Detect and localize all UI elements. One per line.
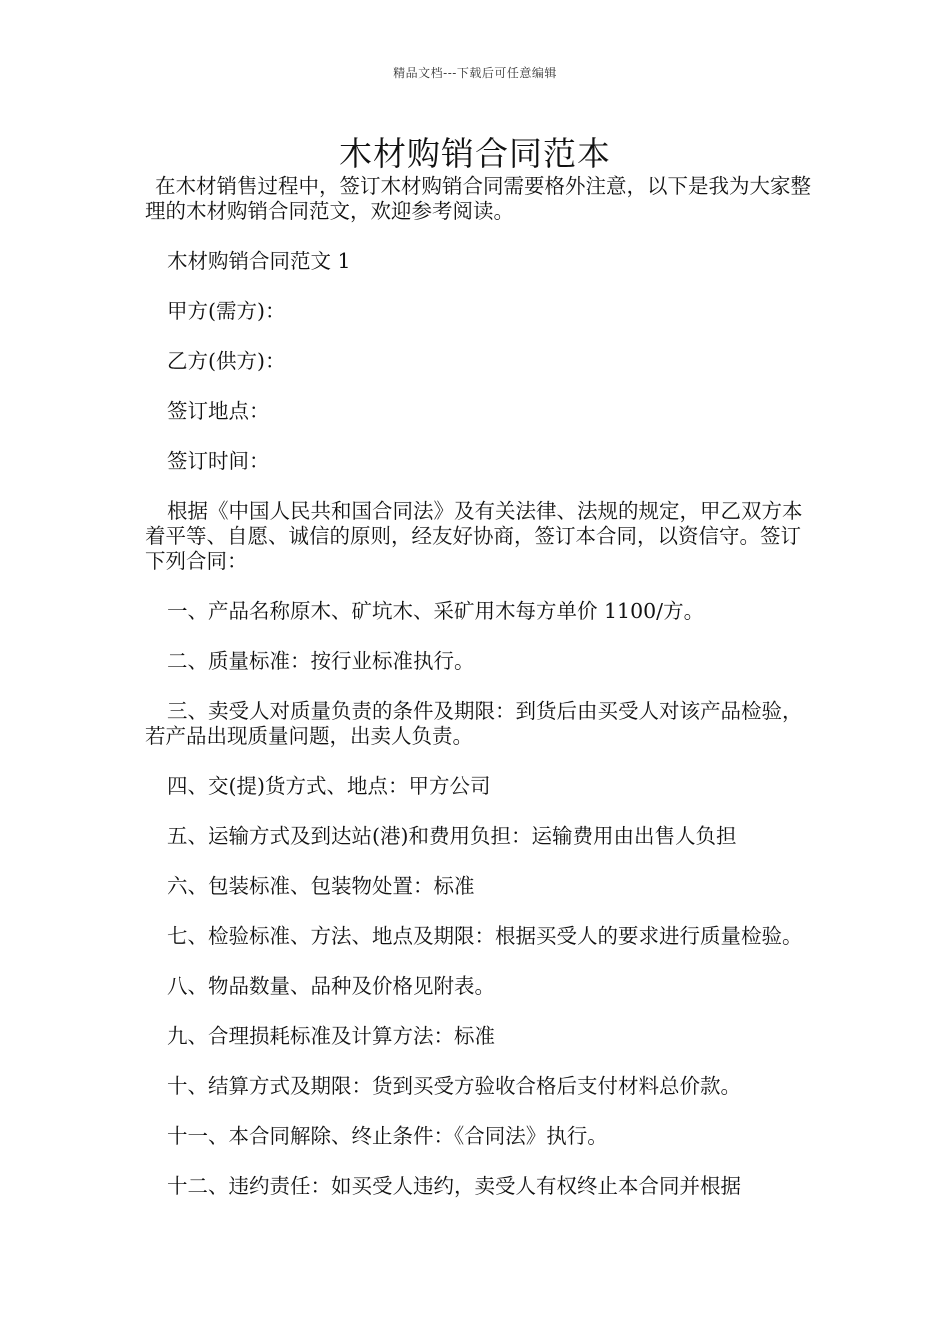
clause-6: 六、包装标准、包装物处置：标准 <box>167 874 475 898</box>
preamble-paragraph: 根据《中国人民共和国合同法》及有关法律、法规的规定，甲乙双方本着平等、自愿、诚信的原则，经友好协商，签订本合同，以资信守。签订下列合同： <box>145 499 803 573</box>
clause-1: 一、产品名称原木、矿坑木、采矿用木每方单价 1100/方。 <box>167 599 705 623</box>
clause-2: 二、质量标准：按行业标准执行。 <box>167 649 475 673</box>
section-heading: 木材购销合同范文 1 <box>167 249 351 273</box>
clause-4: 四、交(提)货方式、地点：甲方公司 <box>167 774 491 798</box>
clause-3: 三、卖受人对质量负责的条件及期限：到货后由买受人对该产品检验，若产品出现质量问题，出卖人负责。 <box>145 699 803 748</box>
signing-location-field: 签订地点： <box>167 399 270 423</box>
party-b-field: 乙方(供方)： <box>167 349 286 373</box>
clause-11: 十一、本合同解除、终止条件：《合同法》执行。 <box>167 1124 608 1148</box>
document-body <box>145 174 813 1224</box>
clause-12: 十二、违约责任：如买受人违约，卖受人有权终止本合同并根据 <box>167 1174 741 1198</box>
clause-5: 五、运输方式及到达站(港)和费用负担：运输费用由出售人负担 <box>167 824 737 848</box>
clause-7: 七、检验标准、方法、地点及期限：根据买受人的要求进行质量检验。 <box>167 924 803 948</box>
header-note: 精品文档---下载后可任意编辑 <box>393 66 557 80</box>
clause-8: 八、物品数量、品种及价格见附表。 <box>167 974 495 998</box>
clause-9: 九、合理损耗标准及计算方法：标准 <box>167 1024 495 1048</box>
document-title: 木材购销合同范本 <box>339 134 611 173</box>
clause-10: 十、结算方式及期限：货到买受方验收合格后支付材料总价款。 <box>167 1074 741 1098</box>
party-a-field: 甲方(需方)： <box>167 299 286 323</box>
intro-paragraph: 在木材销售过程中，签订木材购销合同需要格外注意，以下是我为大家整理的木材购销合同范文，欢迎参考阅读。 <box>145 174 811 223</box>
signing-time-field: 签订时间： <box>167 449 270 473</box>
